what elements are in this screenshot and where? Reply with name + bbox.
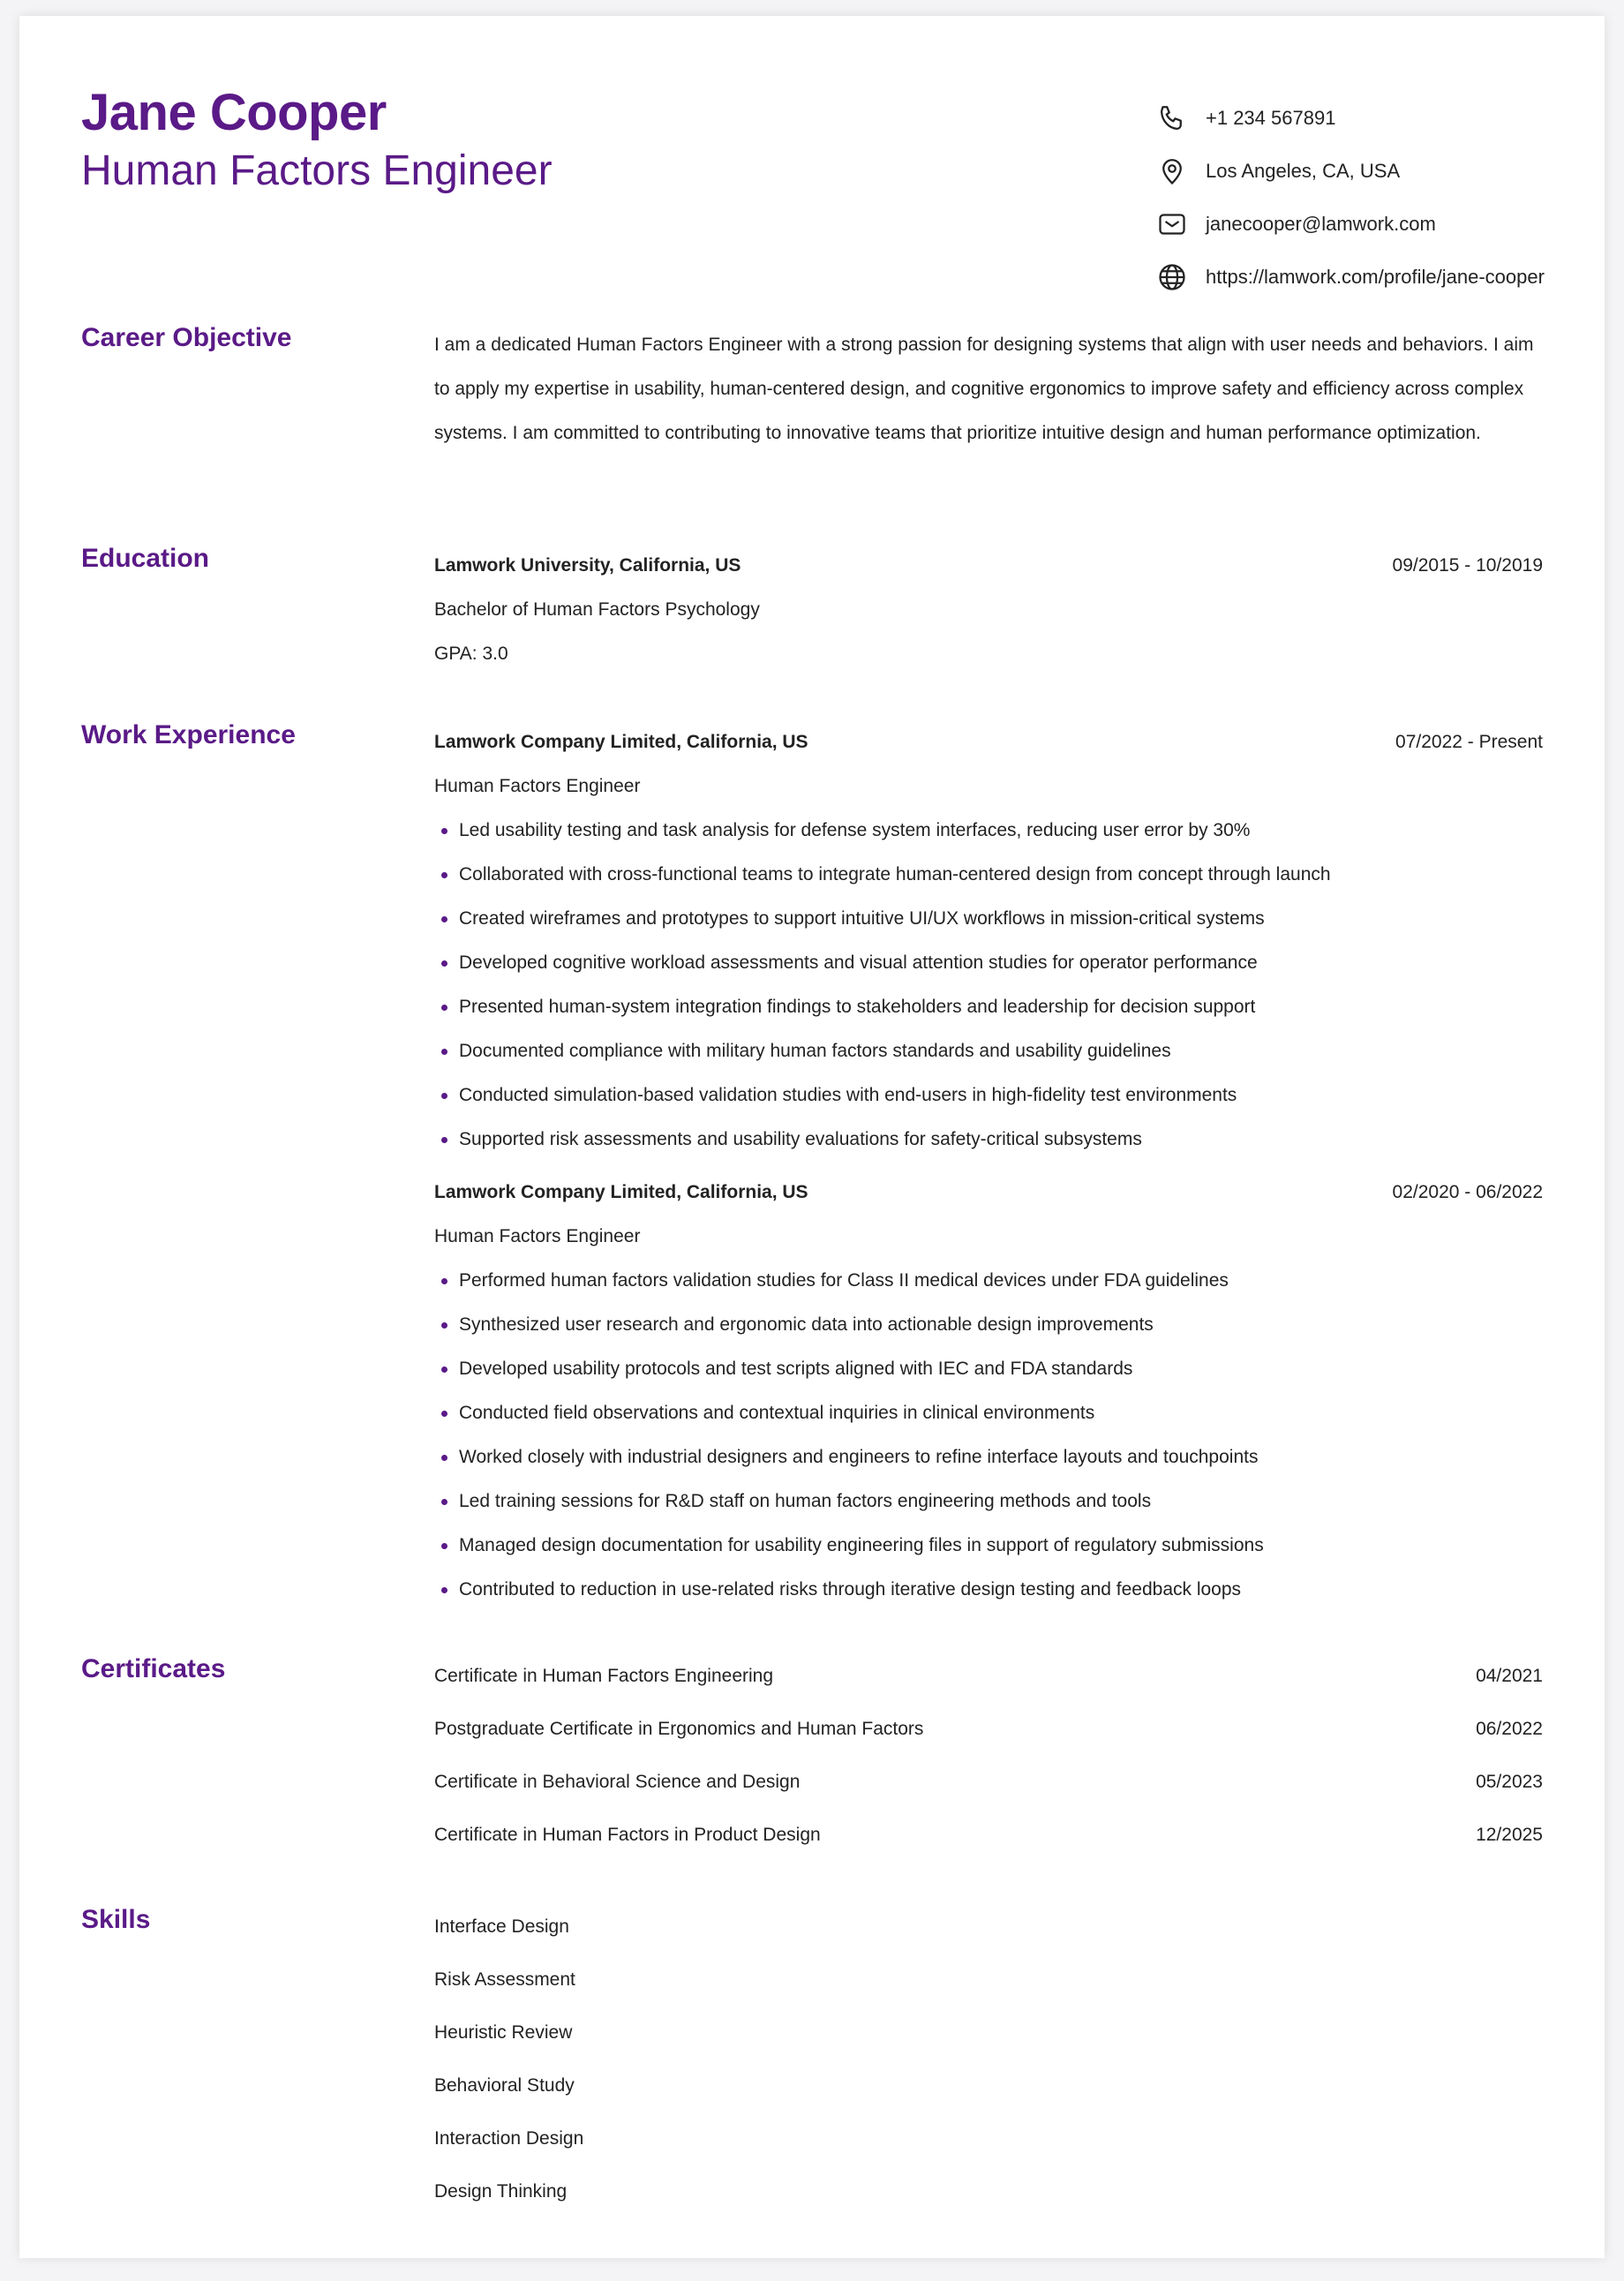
education-dates: 09/2015 - 10/2019 bbox=[1392, 555, 1543, 576]
objective-text: I am a dedicated Human Factors Engineer with a strong passion for designing systems that align with user needs and behaviors. I aim to apply my expertise in usability, human-centered design, and cognitive ergonomics to improve safety and efficiency across complex systems. I am committed to contributing to innovative teams that prioritize intuitive design and human performance optimization. bbox=[434, 335, 1534, 443]
certificate-date: 04/2021 bbox=[1476, 1666, 1543, 1686]
skill-item: Interface Design bbox=[434, 1916, 569, 1937]
job-company: Lamwork Company Limited, California, US bbox=[434, 732, 808, 752]
section-body bbox=[434, 323, 1543, 455]
skill-item: Interaction Design bbox=[434, 2128, 584, 2149]
candidate-role: Human Factors Engineer bbox=[81, 147, 553, 194]
section-body bbox=[434, 1901, 1543, 2218]
certificate-name: Postgraduate Certificate in Ergonomics and Human Factors bbox=[434, 1719, 924, 1739]
globe-icon bbox=[1154, 260, 1190, 295]
skill-item: Risk Assessment bbox=[434, 1969, 575, 1990]
job-bullet: Worked closely with industrial designers and engineers to refine interface layouts and touchpoints bbox=[434, 1435, 1543, 1479]
contact-list bbox=[1154, 92, 1596, 304]
section-title: Education bbox=[81, 544, 210, 573]
section-body bbox=[434, 1650, 1543, 1862]
job-bullet: Conducted field observations and contextual inquiries in clinical environments bbox=[434, 1391, 1543, 1435]
education-school-name: Lamwork University, California, US bbox=[434, 555, 741, 576]
certificate-date: 12/2025 bbox=[1476, 1825, 1543, 1845]
job-entry bbox=[434, 1171, 1543, 1612]
contact-location bbox=[1154, 145, 1596, 198]
certificate-date: 05/2023 bbox=[1476, 1772, 1543, 1792]
certificate-row bbox=[434, 1703, 1543, 1756]
section-body bbox=[434, 720, 1543, 1612]
job-bullet: Developed usability protocols and test scripts aligned with IEC and FDA standards bbox=[434, 1347, 1543, 1391]
job-bullet: Performed human factors validation studies for Class II medical devices under FDA guidelines bbox=[434, 1259, 1543, 1303]
job-dates: 07/2022 - Present bbox=[1395, 732, 1543, 752]
job-entry bbox=[434, 720, 1543, 1162]
job-bullet: Developed cognitive workload assessments and visual attention studies for operator performance bbox=[434, 941, 1543, 985]
certificate-name: Certificate in Human Factors in Product Design bbox=[434, 1825, 821, 1845]
job-bullet: Supported risk assessments and usability evaluations for safety-critical subsystems bbox=[434, 1118, 1543, 1162]
contact-phone bbox=[1154, 92, 1596, 145]
job-bullet: Conducted simulation-based validation studies with end-users in high-fidelity test environments bbox=[434, 1073, 1543, 1118]
certificate-row bbox=[434, 1650, 1543, 1703]
section-title: Skills bbox=[81, 1905, 151, 1934]
certificate-row bbox=[434, 1756, 1543, 1809]
job-header bbox=[434, 1171, 1543, 1215]
certificate-name: Certificate in Human Factors Engineering bbox=[434, 1666, 774, 1686]
job-bullet: Presented human-system integration findings to stakeholders and leadership for decision support bbox=[434, 985, 1543, 1029]
skill-item: Heuristic Review bbox=[434, 2022, 573, 2043]
section-title: Certificates bbox=[81, 1654, 226, 1683]
job-bullet: Contributed to reduction in use-related risks through iterative design testing and feedback loops bbox=[434, 1568, 1543, 1612]
job-bullets bbox=[434, 1259, 1543, 1612]
contact-website bbox=[1154, 251, 1596, 304]
job-position: Human Factors Engineer bbox=[434, 1226, 641, 1246]
job-bullet: Documented compliance with military human factors standards and usability guidelines bbox=[434, 1029, 1543, 1073]
candidate-name: Jane Cooper bbox=[81, 84, 387, 141]
education-gpa: GPA: 3.0 bbox=[434, 644, 508, 664]
section-body bbox=[434, 544, 1543, 676]
job-company: Lamwork Company Limited, California, US bbox=[434, 1182, 808, 1202]
certificate-name: Certificate in Behavioral Science and Design bbox=[434, 1772, 801, 1792]
job-dates: 02/2020 - 06/2022 bbox=[1392, 1182, 1543, 1202]
resume-header bbox=[81, 65, 1543, 286]
job-bullets bbox=[434, 809, 1543, 1162]
contact-email bbox=[1154, 198, 1596, 251]
job-bullet: Collaborated with cross-functional teams to integrate human-centered design from concept through launch bbox=[434, 853, 1543, 897]
job-bullet: Created wireframes and prototypes to support intuitive UI/UX workflows in mission-critical systems bbox=[434, 897, 1543, 941]
certificate-date: 06/2022 bbox=[1476, 1719, 1543, 1739]
job-bullet: Managed design documentation for usability engineering files in support of regulatory submissions bbox=[434, 1524, 1543, 1568]
section-title: Work Experience bbox=[81, 720, 296, 749]
education-school bbox=[434, 544, 1543, 588]
job-position: Human Factors Engineer bbox=[434, 776, 641, 796]
contact-website-text[interactable]: https://lamwork.com/profile/jane-cooper bbox=[1206, 266, 1545, 288]
location-pin-icon bbox=[1154, 154, 1190, 189]
contact-phone-text[interactable]: +1 234 567891 bbox=[1206, 107, 1336, 129]
mail-icon bbox=[1154, 207, 1190, 242]
job-header bbox=[434, 720, 1543, 764]
education-degree: Bachelor of Human Factors Psychology bbox=[434, 599, 760, 620]
job-bullet: Led usability testing and task analysis for defense system interfaces, reducing user error by 30% bbox=[434, 809, 1543, 853]
skill-item: Design Thinking bbox=[434, 2181, 568, 2202]
resume-page bbox=[19, 16, 1605, 2258]
certificate-row bbox=[434, 1809, 1543, 1862]
contact-location-text: Los Angeles, CA, USA bbox=[1206, 160, 1401, 182]
job-bullet: Synthesized user research and ergonomic data into actionable design improvements bbox=[434, 1303, 1543, 1347]
skill-item: Behavioral Study bbox=[434, 2075, 575, 2096]
contact-email-text[interactable]: janecooper@lamwork.com bbox=[1206, 213, 1436, 235]
section-title: Career Objective bbox=[81, 323, 292, 352]
phone-icon bbox=[1154, 101, 1190, 136]
job-bullet: Led training sessions for R&D staff on human factors engineering methods and tools bbox=[434, 1479, 1543, 1524]
